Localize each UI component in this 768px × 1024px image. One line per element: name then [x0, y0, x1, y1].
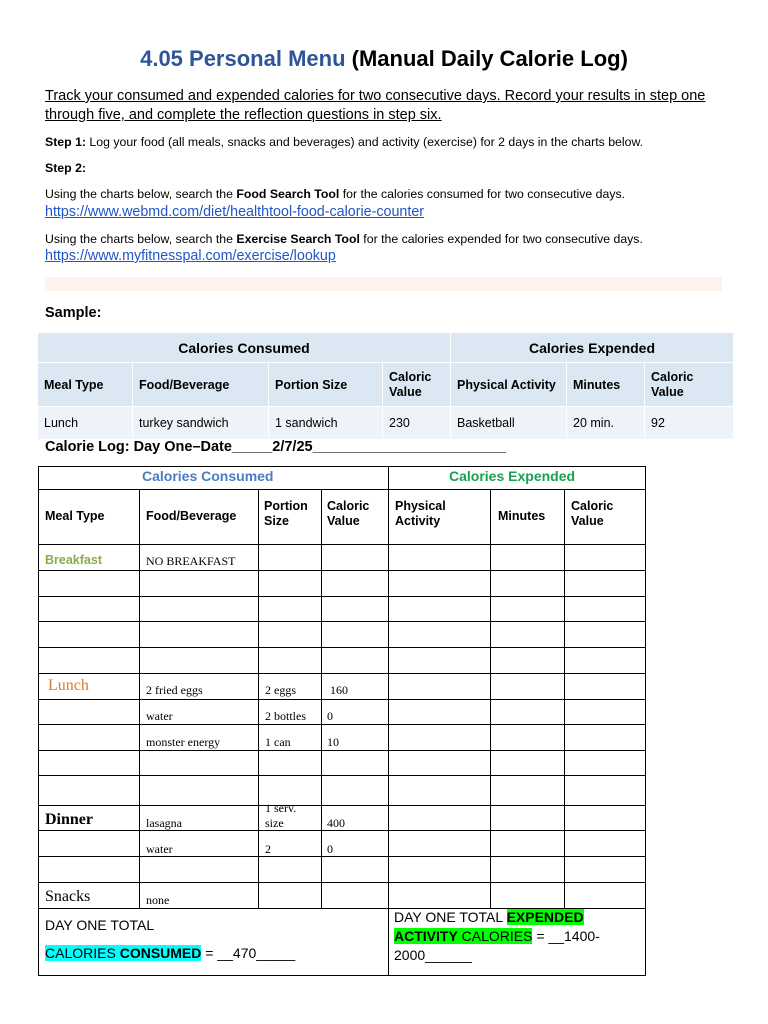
grid-line — [38, 621, 646, 622]
grid-line — [38, 489, 646, 490]
col-caloric2: Caloric Value — [571, 499, 614, 528]
step1-text: Log your food (all meals, snacks and beverages) and activity (exercise) for 2 days in the charts below. — [89, 135, 644, 149]
sample-col-caloric1 — [383, 363, 450, 406]
food-tool-link[interactable]: https://www.webmd.com/diet/healthtool-food-calorie-counter — [45, 204, 425, 220]
breakfast-food: NO BREAKFAST — [146, 554, 236, 568]
exercise-tool-before: Using the charts below, search the — [45, 232, 237, 246]
col-portion: Portion Size — [264, 499, 308, 528]
dinner-cal-2: 0 — [327, 842, 333, 856]
lunch-food-3: monster energy — [146, 735, 221, 749]
page-title — [0, 46, 768, 72]
consumed-header: Calories Consumed — [142, 468, 274, 484]
sample-col-caloric1-text: Caloric Value — [389, 369, 432, 399]
food-tool-before: Using the charts below, search the — [45, 187, 237, 201]
dinner-food-1: lasagna — [146, 816, 182, 830]
total-expended-bold-a: EXPENDED — [506, 909, 584, 925]
lunch-portion-3: 1 can — [265, 735, 291, 749]
grid-line — [38, 856, 646, 857]
lunch-food-1: 2 fried eggs — [146, 683, 203, 697]
grid-line — [38, 596, 646, 597]
total-consumed-line2 — [45, 945, 295, 961]
meal-dinner: Dinner — [45, 811, 93, 828]
col-minutes: Minutes — [498, 509, 546, 523]
dinner-portion-1b: size — [265, 816, 284, 830]
grid-border-left — [38, 466, 39, 976]
exercise-tool-text — [45, 232, 643, 246]
grid-line — [38, 673, 646, 674]
sample-col-minutes: Minutes — [567, 363, 644, 406]
col-caloric1: Caloric Value — [327, 499, 370, 528]
lunch-portion-2: 2 bottles — [265, 709, 306, 723]
dinner-portion-1a: 1 serv. — [265, 801, 297, 815]
grid-line — [38, 750, 646, 751]
sample-meal: Lunch — [38, 407, 132, 439]
sample-expended-header: Calories Expended — [451, 333, 733, 362]
meal-snacks: Snacks — [45, 888, 91, 905]
grid-line — [38, 699, 646, 700]
sample-consumed-header: Calories Consumed — [38, 333, 451, 362]
sample-label: Sample: — [45, 305, 102, 321]
lunch-cal-2: 0 — [327, 709, 333, 723]
dinner-portion-2: 2 — [265, 842, 271, 856]
grid-line — [38, 544, 646, 545]
lunch-portion-1: 2 eggs — [265, 683, 296, 697]
day-one-table — [38, 466, 646, 976]
grid-line — [38, 775, 646, 776]
grid-vline — [321, 489, 322, 908]
total-expended — [394, 908, 640, 965]
lunch-cal-1: 160 — [330, 683, 348, 697]
col-activity: Physical Activity — [395, 499, 446, 528]
dinner-food-2: water — [146, 842, 173, 856]
food-tool-after: for the calories consumed for two consecutive days. — [339, 187, 626, 201]
total-consumed-line1: DAY ONE TOTAL — [45, 917, 155, 933]
meal-breakfast: Breakfast — [45, 553, 102, 567]
shaded-divider — [45, 277, 722, 291]
sample-portion: 1 sandwich — [269, 407, 382, 439]
grid-border-top — [38, 466, 646, 467]
dinner-cal-1: 400 — [327, 816, 345, 830]
grid-line — [38, 805, 646, 806]
meal-lunch: Lunch — [48, 677, 89, 694]
sample-caloric2: 92 — [645, 407, 733, 439]
grid-border-bottom — [38, 975, 646, 976]
exercise-tool-name: Exercise Search Tool — [236, 232, 360, 246]
sample-col-activity: Physical Activity — [451, 363, 566, 406]
grid-line — [38, 724, 646, 725]
grid-vline — [139, 489, 140, 908]
sample-table — [38, 333, 733, 439]
step1-label: Step 1: — [45, 135, 86, 149]
total-expended-pre: DAY ONE TOTAL — [394, 909, 507, 925]
grid-line — [38, 647, 646, 648]
lunch-cal-3: 10 — [327, 735, 339, 749]
sample-col-caloric2 — [645, 363, 733, 406]
grid-line — [38, 570, 646, 571]
sample-activity: Basketball — [451, 407, 566, 439]
total-consumed-bold: CONSUMED — [119, 945, 202, 961]
total-expended-mid: CALORIES — [457, 928, 533, 944]
title-number: 4.05 Personal Menu — [140, 46, 346, 71]
col-food: Food/Beverage — [146, 509, 237, 523]
snacks-food: none — [146, 893, 170, 907]
grid-line — [38, 882, 646, 883]
col-meal-type: Meal Type — [45, 509, 105, 523]
sample-col-portion: Portion Size — [269, 363, 382, 406]
step1 — [45, 135, 643, 149]
grid-vline-main — [388, 466, 389, 976]
exercise-tool-link[interactable]: https://www.myfitnesspal.com/exercise/lookup — [45, 248, 336, 264]
day-one-label: Calorie Log: Day One–Date_____2/7/25________________________ — [45, 439, 507, 455]
expended-header: Calories Expended — [449, 468, 576, 484]
grid-vline — [258, 489, 259, 908]
sample-minutes: 20 min. — [567, 407, 644, 439]
sample-food: turkey sandwich — [133, 407, 268, 439]
food-tool-text — [45, 187, 625, 201]
sample-col-caloric2-text: Caloric Value — [651, 369, 694, 399]
sample-col-food: Food/Beverage — [133, 363, 268, 406]
food-tool-name: Food Search Tool — [236, 187, 340, 201]
step2-label: Step 2: — [45, 161, 86, 175]
title-rest: (Manual Daily Calorie Log) — [351, 46, 628, 71]
sample-caloric1: 230 — [383, 407, 450, 439]
total-expended-bold-b: ACTIVITY — [394, 928, 458, 944]
grid-vline — [564, 489, 565, 908]
intro-text: Track your consumed and expended calories for two consecutive days. Record your results in step one through five, and complete the reflection questions in step six. — [45, 88, 706, 123]
sample-col-meal: Meal Type — [38, 363, 132, 406]
grid-vline — [490, 489, 491, 908]
total-consumed-pre: CALORIES — [45, 945, 120, 961]
grid-border-right — [645, 466, 646, 976]
lunch-food-2: water — [146, 709, 173, 723]
exercise-tool-after: for the calories expended for two consecutive days. — [359, 232, 643, 246]
total-consumed-value: = __470_____ — [201, 945, 296, 961]
total-expended-value: = __1400-2000______ — [394, 928, 600, 963]
